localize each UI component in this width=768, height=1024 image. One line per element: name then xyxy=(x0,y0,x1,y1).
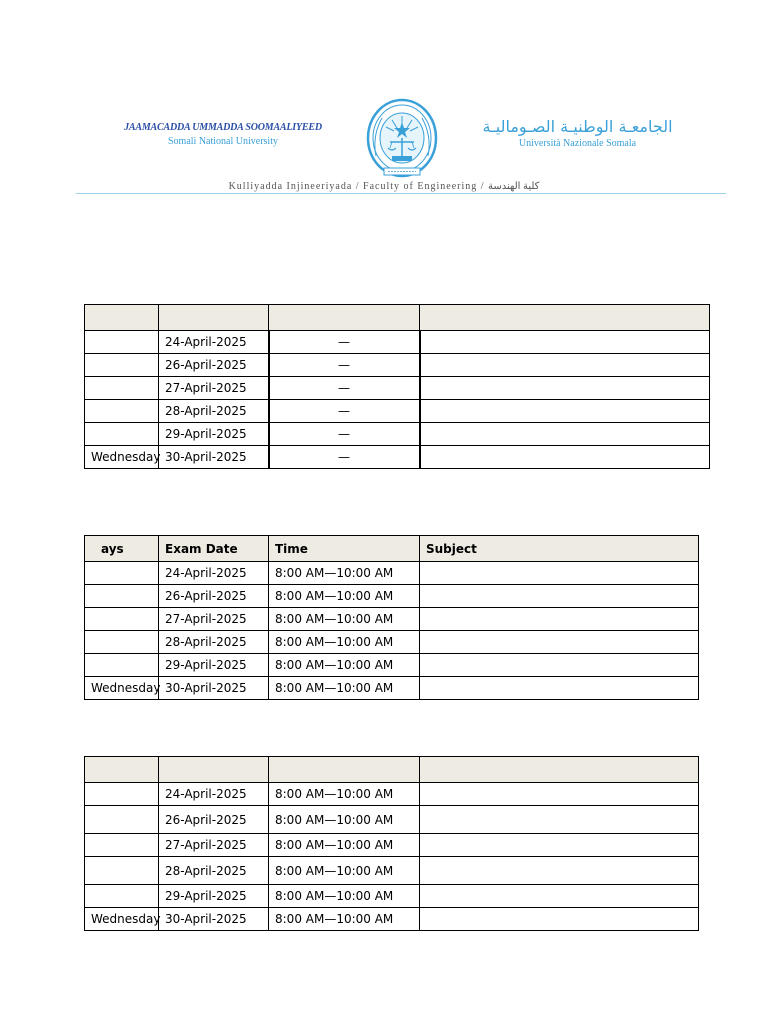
time-cell: 8:00 AM—10:00 AM xyxy=(269,834,420,857)
day-cell xyxy=(85,834,159,857)
table-row xyxy=(85,806,699,834)
faculty-line: Kulliyadda Injineeriyada / Faculty of Engineering / كلية الهندسة xyxy=(228,181,540,192)
header-cell xyxy=(159,757,269,783)
header-cell-subject: Subject xyxy=(420,536,699,562)
time-cell: — xyxy=(269,331,420,354)
time-cell: 8:00 AM—10:00 AM xyxy=(269,631,420,654)
university-name-english: Somali National University xyxy=(168,136,278,147)
subject-cell xyxy=(420,677,699,700)
letterhead-divider xyxy=(76,193,726,194)
day-cell xyxy=(85,423,159,446)
subject-cell xyxy=(420,585,699,608)
time-cell: 8:00 AM—10:00 AM xyxy=(269,585,420,608)
header-cell xyxy=(269,305,420,331)
subject-cell xyxy=(420,857,699,885)
letterhead xyxy=(0,0,768,200)
table-header-row xyxy=(85,536,699,562)
university-name-arabic: الجامعـة الوطنيـة الصـوماليـة xyxy=(482,117,673,136)
header-cell xyxy=(420,305,710,331)
time-cell: — xyxy=(269,354,420,377)
university-name-italian: Università Nazionale Somala xyxy=(518,138,637,149)
subject-cell xyxy=(420,400,710,423)
day-cell xyxy=(85,885,159,908)
table-row xyxy=(85,608,699,631)
university-seal-logo xyxy=(362,96,442,182)
subject-cell xyxy=(420,806,699,834)
day-cell xyxy=(85,400,159,423)
time-cell: — xyxy=(269,446,420,469)
table-row xyxy=(85,908,699,931)
subject-cell xyxy=(420,446,710,469)
date-cell: 30-April-2025 xyxy=(159,908,269,931)
day-cell xyxy=(85,562,159,585)
date-cell: 28-April-2025 xyxy=(159,400,269,423)
header-cell xyxy=(269,757,420,783)
subject-cell xyxy=(420,908,699,931)
time-cell: 8:00 AM—10:00 AM xyxy=(269,562,420,585)
header-cell xyxy=(85,305,159,331)
subject-cell xyxy=(420,834,699,857)
date-cell: 26-April-2025 xyxy=(159,354,269,377)
table-row xyxy=(85,834,699,857)
date-cell: 26-April-2025 xyxy=(159,806,269,834)
table-row xyxy=(85,423,710,446)
day-cell xyxy=(85,654,159,677)
letterhead-right xyxy=(470,117,685,149)
time-cell: — xyxy=(269,400,420,423)
date-cell: 26-April-2025 xyxy=(159,585,269,608)
subject-cell xyxy=(420,562,699,585)
day-cell xyxy=(85,631,159,654)
date-cell: 29-April-2025 xyxy=(159,885,269,908)
day-cell xyxy=(85,806,159,834)
date-cell: 24-April-2025 xyxy=(159,783,269,806)
date-cell: 28-April-2025 xyxy=(159,631,269,654)
day-cell xyxy=(85,354,159,377)
time-cell: — xyxy=(269,423,420,446)
time-cell: 8:00 AM—10:00 AM xyxy=(269,908,420,931)
time-cell: 8:00 AM—10:00 AM xyxy=(269,608,420,631)
table-row xyxy=(85,783,699,806)
time-cell: 8:00 AM—10:00 AM xyxy=(269,677,420,700)
table-row xyxy=(85,446,710,469)
subject-cell xyxy=(420,885,699,908)
day-cell xyxy=(85,585,159,608)
table-row xyxy=(85,677,699,700)
table-row xyxy=(85,585,699,608)
date-cell: 29-April-2025 xyxy=(159,654,269,677)
date-cell: 27-April-2025 xyxy=(159,834,269,857)
table-row xyxy=(85,631,699,654)
date-cell: 30-April-2025 xyxy=(159,677,269,700)
exam-schedule-table-1 xyxy=(84,304,710,469)
date-cell: 27-April-2025 xyxy=(159,608,269,631)
subject-cell xyxy=(420,377,710,400)
letterhead-left xyxy=(118,122,328,147)
table-row xyxy=(85,562,699,585)
table-header-row xyxy=(85,757,699,783)
date-cell: 27-April-2025 xyxy=(159,377,269,400)
day-cell xyxy=(85,608,159,631)
time-cell: 8:00 AM—10:00 AM xyxy=(269,654,420,677)
day-cell xyxy=(85,331,159,354)
subject-cell xyxy=(420,354,710,377)
day-cell xyxy=(85,857,159,885)
date-cell: 24-April-2025 xyxy=(159,562,269,585)
time-cell: 8:00 AM—10:00 AM xyxy=(269,783,420,806)
time-cell: 8:00 AM—10:00 AM xyxy=(269,806,420,834)
subject-cell xyxy=(420,423,710,446)
table-row xyxy=(85,354,710,377)
table-row xyxy=(85,331,710,354)
table-row xyxy=(85,377,710,400)
table-row xyxy=(85,654,699,677)
time-cell: 8:00 AM—10:00 AM xyxy=(269,857,420,885)
header-cell-days: ays xyxy=(85,536,159,562)
date-cell: 28-April-2025 xyxy=(159,857,269,885)
date-cell: 30-April-2025 xyxy=(159,446,269,469)
subject-cell xyxy=(420,654,699,677)
day-cell: Wednesday xyxy=(85,677,159,700)
date-cell: 29-April-2025 xyxy=(159,423,269,446)
day-cell: Wednesday xyxy=(85,446,159,469)
table-row xyxy=(85,885,699,908)
exam-schedule-table-3 xyxy=(84,756,699,931)
subject-cell xyxy=(420,608,699,631)
header-cell xyxy=(159,305,269,331)
header-cell-exam-date: Exam Date xyxy=(159,536,269,562)
table-row xyxy=(85,400,710,423)
header-cell xyxy=(85,757,159,783)
day-cell xyxy=(85,783,159,806)
day-cell xyxy=(85,377,159,400)
time-cell: — xyxy=(269,377,420,400)
header-cell xyxy=(420,757,699,783)
date-cell: 24-April-2025 xyxy=(159,331,269,354)
table-row xyxy=(85,857,699,885)
university-name-somali: JAAMACADDA UMMADDA SOOMAALIYEED xyxy=(124,122,322,133)
subject-cell xyxy=(420,783,699,806)
day-cell: Wednesday xyxy=(85,908,159,931)
subject-cell xyxy=(420,631,699,654)
header-cell-time: Time xyxy=(269,536,420,562)
exam-schedule-table-2 xyxy=(84,535,699,700)
time-cell: 8:00 AM—10:00 AM xyxy=(269,885,420,908)
subject-cell xyxy=(420,331,710,354)
table-header-row xyxy=(85,305,710,331)
